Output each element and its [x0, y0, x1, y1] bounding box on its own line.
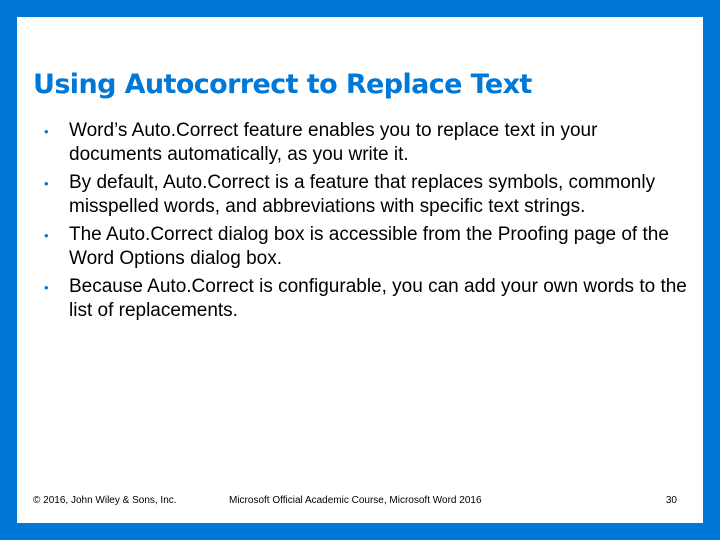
- bullet-text: The Auto.Correct dialog box is accessible from the Proofing page of the Word Options dialog box.: [69, 224, 669, 269]
- bullet-marker: •: [44, 228, 49, 243]
- bullet-text: Word’s Auto.Correct feature enables you to replace text in your documents automatically, as you write it.: [69, 120, 598, 165]
- slide-title: Using Autocorrect to Replace Text: [33, 69, 532, 100]
- slide-content-panel: [17, 17, 703, 523]
- bullet-marker: •: [44, 280, 49, 295]
- bullet-text: By default, Auto.Correct is a feature that replaces symbols, commonly misspelled words, and abbreviations with specific text strings.: [69, 172, 656, 217]
- bullet-item: [33, 119, 693, 167]
- footer-copyright: © 2016, John Wiley & Sons, Inc.: [33, 495, 177, 506]
- bullet-item: [33, 223, 693, 271]
- footer-course-title: Microsoft Official Academic Course, Microsoft Word 2016: [229, 495, 482, 506]
- bullet-text: Because Auto.Correct is configurable, you can add your own words to the list of replacements.: [69, 276, 687, 321]
- bullet-marker: •: [44, 176, 49, 191]
- bullet-marker: •: [44, 124, 49, 139]
- bullet-item: [33, 275, 693, 323]
- bullet-list: [33, 119, 693, 327]
- bullet-item: [33, 171, 693, 219]
- footer-page-number: 30: [665, 495, 677, 506]
